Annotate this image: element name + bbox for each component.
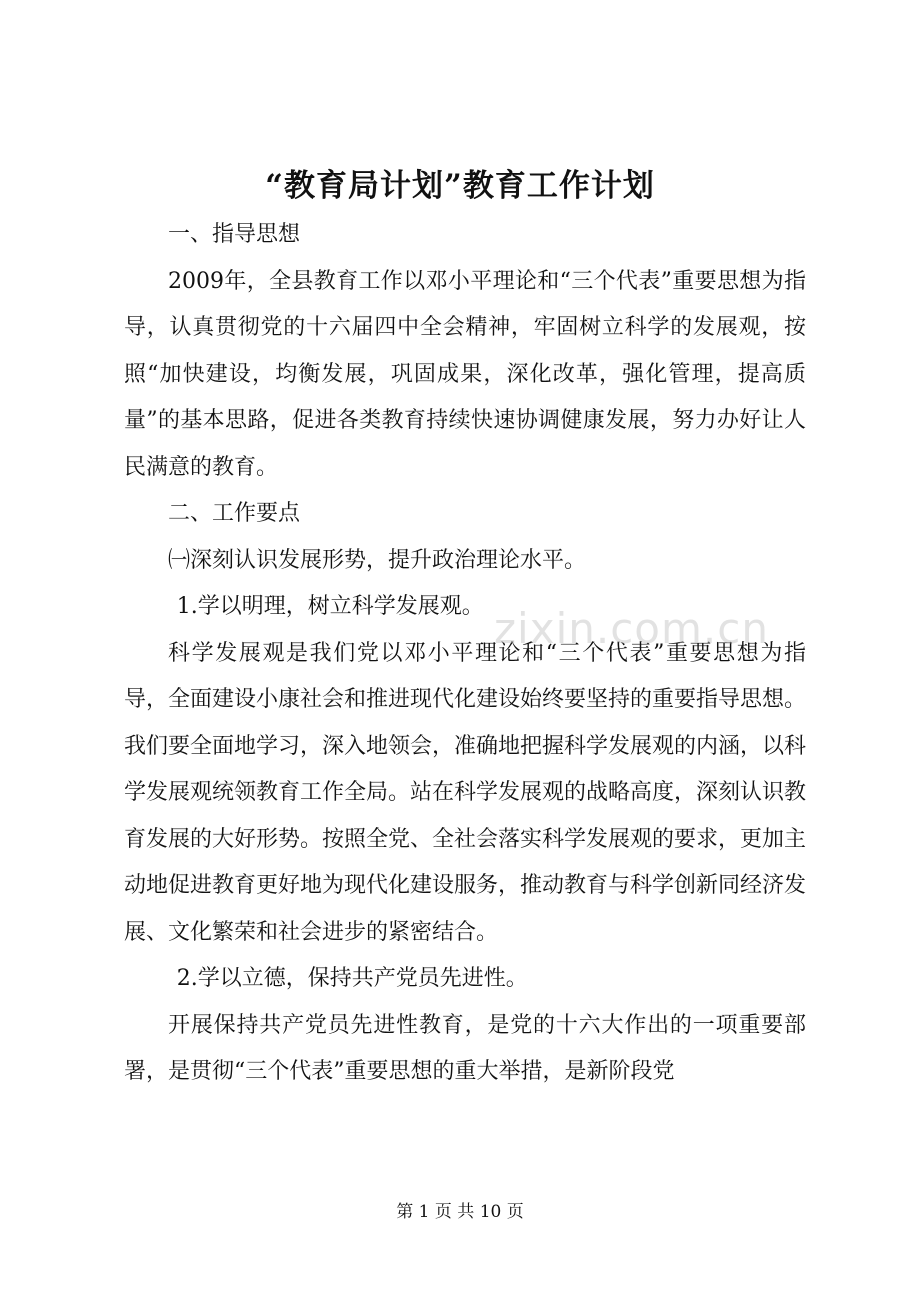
- document-body: [124, 212, 806, 1096]
- section-heading-guiding-thought: 一、指导思想: [168, 222, 301, 247]
- watermark: zixin.com.cn: [494, 604, 769, 653]
- item-heading-2: 2.学以立德，保持共产党员先进性。: [176, 966, 528, 991]
- paragraph-scientific-development: 科学发展观是我们党以邓小平理论和“三个代表”重要思想为指导，全面建设小康社会和推进现代化建设始终要坚持的重要指导思想。我们要全面地学习，深入地领会，准确地把握科学发展观的内涵，以科学发展观统领教育工作全局。站在科学发展观的战略高度，深刻认识教育发展的大好形势。按照全党、全社会落实科学发展观的要求，更加主动地促进教育更好地为现代化建设服务，推动教育与科学创新同经济发展、文化繁荣和社会进步的紧密结合。: [124, 640, 807, 945]
- paragraph-party-education: 开展保持共产党员先进性教育，是党的十六大作出的一项重要部署，是贯彻“三个代表”重要思想的重大举措，是新阶段党: [124, 1012, 806, 1084]
- document-title: “教育局计划”教育工作计划: [265, 168, 655, 204]
- section-heading-work-points: 二、工作要点: [168, 501, 301, 526]
- item-heading-1: 1.学以明理，树立科学发展观。: [176, 594, 484, 619]
- paragraph-guiding-thought: 2009年，全县教育工作以邓小平理论和“三个代表”重要思想为指导，认真贯彻党的十六届四中全会精神，牢固树立科学的发展观，按照“加快建设，均衡发展，巩固成果，深化改革，强化管理，提高质量”的基本思路，促进各类教育持续快速协调健康发展，努力办好让人民满意的教育。: [124, 268, 806, 480]
- page-footer: 第 1 页 共 10 页: [396, 1202, 524, 1222]
- subsection-heading-1: ㈠深刻认识发展形势，提升政治理论水平。: [168, 547, 587, 573]
